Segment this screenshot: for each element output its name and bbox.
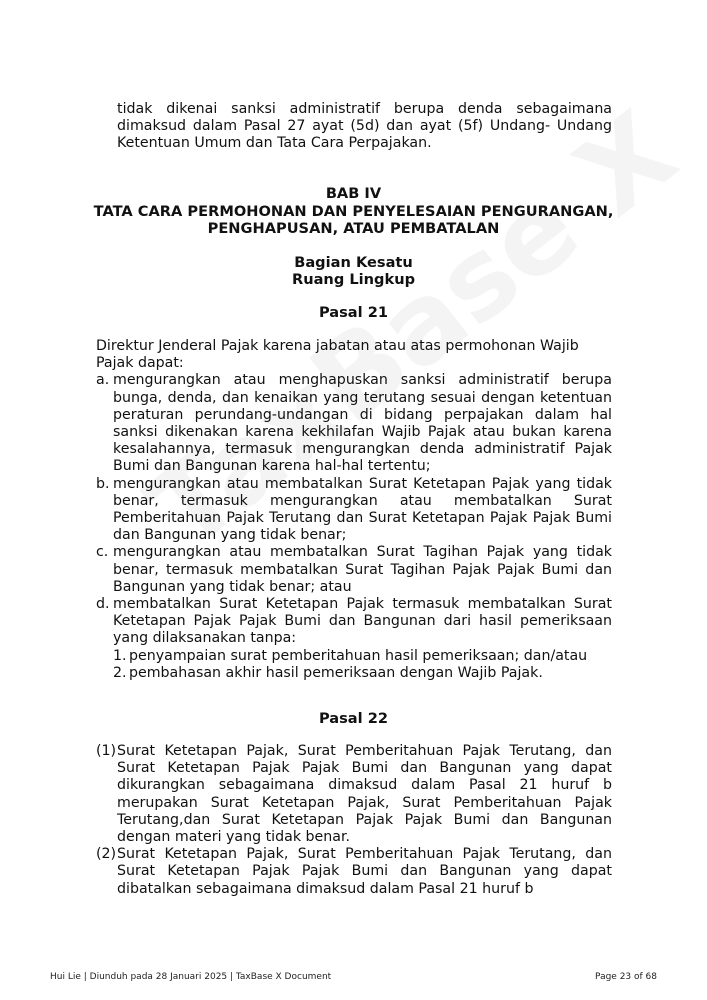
intro-paragraph: tidak dikenai sanksi administratif berupa denda sebagaimana dimaksud dalam Pasal 27 ayat (5d) dan ayat (5f) Undang- Undang Ketentuan Umum dan Tata Cara Perpajakan.	[117, 101, 612, 152]
list-marker: b.	[96, 475, 110, 492]
footer-page-number: Page 23 of 68	[595, 972, 657, 982]
chapter-title-line-2: PENGHAPUSAN, ATAU PEMBATALAN	[207, 220, 500, 237]
pasal-21-heading: Pasal 21	[318, 304, 389, 321]
sub-item-2	[113, 665, 612, 682]
list-item-b	[96, 476, 612, 545]
list-marker: a.	[96, 372, 110, 389]
list-marker: d.	[96, 596, 110, 613]
list-item-text: mengurangkan atau menghapuskan sanksi administratif berupa bunga, denda, dan kenaikan yang terutang sesuai dengan ketentuan peraturan perundang-undangan di bidang perpajakan dalam hal sanksi dikenakan karena kekhilafan Wajib Pajak atau bukan karena kesalahannya, termasuk mengurangkan denda administratif Pajak Bumi dan Bangunan karena hal-hal tertentu;	[113, 372, 612, 475]
list-item-text: mengurangkan atau membatalkan Surat Tagihan Pajak yang tidak benar, termasuk membatalkan Surat Tagihan Pajak Pajak Bumi dan Bangunan yang tidak benar; atau	[113, 544, 612, 595]
list-item-text: mengurangkan atau membatalkan Surat Ketetapan Pajak yang tidak benar, termasuk mengurangkan atau membatalkan Surat Pemberitahuan Pajak Terutang dan Surat Ketetapan Pajak Pajak Bumi dan Bangunan yang tidak benar;	[113, 475, 612, 544]
ayat-1	[96, 743, 612, 846]
ayat-marker: (2)	[96, 846, 117, 863]
sub-marker: 2.	[113, 664, 127, 681]
list-item-d	[96, 596, 612, 648]
ayat-text: Surat Ketetapan Pajak, Surat Pemberitahuan Pajak Terutang, dan Surat Ketetapan Pajak Pajak Bumi dan Bangunan yang dapat dibatalkan sebagaimana dimaksud dalam Pasal 21 huruf b	[117, 846, 612, 897]
sub-item-text: penyampaian surat pemberitahuan hasil pemeriksaan; dan/atau	[129, 647, 588, 664]
ayat-2	[96, 846, 612, 898]
ayat-text: Surat Ketetapan Pajak, Surat Pemberitahuan Pajak Terutang, dan Surat Ketetapan Pajak Pajak Bumi dan Bangunan yang dapat dikurangkan sebagaimana dimaksud dalam Pasal 21 huruf b merupakan Surat Ketetapan Pajak, Surat Pemberitahuan Pajak Terutang,dan Surat Ketetapan Pajak Pajak Bumi dan Bangunan dengan materi yang tidak benar.	[117, 743, 612, 846]
sub-item-text: pembahasan akhir hasil pemeriksaan dengan Wajib Pajak.	[129, 664, 543, 681]
pasal-22-body	[96, 743, 612, 898]
chapter-number: BAB IV	[325, 185, 382, 202]
pasal-21-body	[96, 338, 612, 682]
pasal-22-heading: Pasal 22	[318, 710, 389, 727]
sub-marker: 1.	[113, 647, 127, 664]
list-item-c	[96, 544, 612, 596]
list-item-text: membatalkan Surat Ketetapan Pajak termasuk membatalkan Surat Ketetapan Pajak Pajak Bumi dan Bangunan dari hasil pemeriksaan yang dilaksanakan tanpa:	[113, 596, 612, 647]
footer-source: Hui Lie | Diunduh pada 28 Januari 2025 | TaxBase X Document	[50, 972, 332, 982]
ayat-marker: (1)	[96, 743, 117, 759]
chapter-title-line-1: TATA CARA PERMOHONAN DAN PENYELESAIAN PENGURANGAN,	[93, 203, 614, 220]
list-marker: c.	[96, 544, 109, 561]
pasal-21-intro: Direktur Jenderal Pajak karena jabatan atau atas permohonan Wajib Pajak dapat:	[96, 338, 579, 372]
sub-item-1	[113, 648, 612, 665]
section-name: Bagian Kesatu	[294, 254, 413, 271]
list-item-a	[96, 372, 612, 475]
section-title: Ruang Lingkup	[291, 271, 416, 288]
